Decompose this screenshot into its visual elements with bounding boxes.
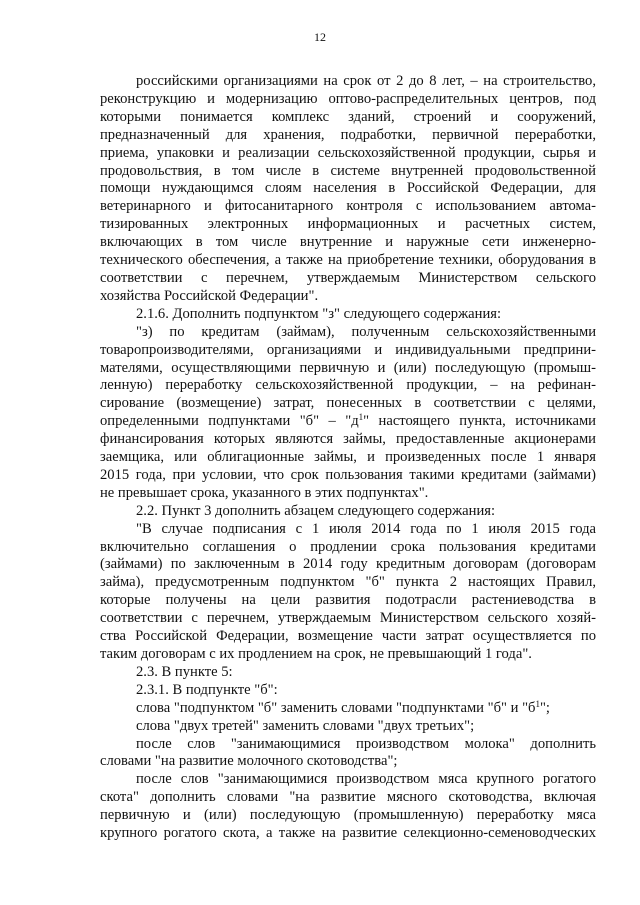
text-line	[100, 73, 596, 91]
text-line	[100, 753, 596, 771]
text-line	[100, 556, 596, 574]
text-line	[100, 789, 596, 807]
text-line	[100, 664, 596, 682]
text-line-content: "В случае подписания с 1 июля 2014 года по 1 июля 2015 года	[136, 520, 596, 537]
text-line	[100, 306, 596, 324]
text-line	[100, 682, 596, 700]
text-line-content: приема, упаковки и реализации сельскохозяйственной продукции, сырья и	[100, 144, 596, 161]
text-line	[100, 395, 596, 413]
text-line-content: слова "двух третей" заменить словами "двух третьих";	[136, 717, 475, 734]
text-line-content: включительно соглашения о продлении срока пользования кредитами	[100, 538, 596, 555]
text-line	[100, 718, 596, 736]
text-line	[100, 234, 596, 252]
text-line-content: предназначенный для хранения, подработки, первичной переработки,	[100, 126, 596, 143]
text-line-content: 2.1.6. Дополнить подпунктом "з" следующего содержания:	[136, 305, 502, 322]
text-line	[100, 825, 596, 843]
text-line	[100, 592, 596, 610]
text-line-content: заемщика, или облигационные займы, и произведенных после 1 января	[100, 449, 596, 466]
text-line-content: 2015 года, при условии, что срок пользования такими кредитами (займами)	[100, 466, 596, 483]
text-line	[100, 449, 596, 467]
text-line	[100, 127, 596, 145]
text-line	[100, 574, 596, 592]
text-line-content: хозяйства Российской Федерации".	[100, 287, 319, 304]
text-line	[100, 145, 596, 163]
text-line	[100, 628, 596, 646]
text-line	[100, 216, 596, 234]
text-line	[100, 91, 596, 109]
text-line-content: "з) по кредитам (займам), полученным сельскохозяйственными	[136, 323, 596, 340]
text-line-content: реконструкцию и модернизацию оптово-распределительных центров, под	[100, 90, 596, 107]
superscript: 1	[535, 698, 540, 709]
text-line-content: не превышает срока, указанного в этих подпунктах".	[100, 484, 429, 501]
page-number: 12	[314, 30, 326, 44]
text-line-tail: " настоящего пункта, источниками	[363, 413, 596, 430]
text-line	[100, 252, 596, 270]
text-line	[100, 807, 596, 825]
text-line-tail: ";	[539, 699, 550, 716]
text-line-content: тизированных электронных информационных и расчетных систем,	[100, 216, 596, 233]
text-line	[100, 163, 596, 181]
text-line	[100, 521, 596, 539]
text-line-content: соответствии с перечнем, утверждаемым Министерством сельского	[100, 269, 596, 286]
text-line	[100, 485, 596, 503]
text-line	[100, 771, 596, 789]
text-line-content: скота" дополнить словами "на развитие мясного скотоводства, включая	[100, 789, 596, 806]
superscript: 1	[358, 412, 364, 423]
text-line-content: 2.3. В пункте 5:	[136, 663, 233, 680]
text-line-content: 2.2. Пункт 3 дополнить абзацем следующего содержания:	[136, 502, 496, 519]
text-line-content: технического обеспечения, а также на приобретение техники, оборудования в	[100, 252, 596, 269]
text-line-content: которыми понимается комплекс зданий, строений и сооружений,	[100, 108, 596, 125]
text-line-content: таким договорам с их продлением на срок, не превышающий 1 года".	[100, 646, 532, 662]
text-line-content: мателями, осуществляющими первичную и (или) последующую (промыш-	[100, 359, 596, 376]
text-line	[100, 539, 596, 557]
text-line-content: слова "подпунктом "б" заменить словами "подпунктами "б" и "б	[136, 699, 536, 716]
text-line-content: определенными подпунктами "б" – "д	[100, 413, 359, 430]
text-line	[100, 360, 596, 378]
text-line-content: сирование (возмещение) затрат, понесенных в соответствии с целями,	[100, 395, 596, 412]
text-line	[100, 180, 596, 198]
document-body	[100, 73, 596, 843]
text-line	[100, 610, 596, 628]
text-line	[100, 467, 596, 485]
text-line	[100, 270, 596, 288]
text-line	[100, 377, 596, 395]
text-line	[100, 288, 596, 306]
text-line	[100, 646, 596, 664]
text-line-content: крупного рогатого скота, а также на развитие селекционно-семеноводческих	[100, 825, 596, 842]
text-line-content: продовольствия, в том числе в системе внутренней продовольственной	[100, 162, 596, 179]
text-line-content: ства Российской Федерации, возмещение части затрат осуществляется по	[100, 628, 596, 645]
text-line-content: (займами) по заключенным в 2014 году кредитным договорам (договорам	[100, 556, 596, 573]
text-line-content: соответствии с перечнем, утверждаемым Министерством сельского хозяй-	[100, 610, 596, 627]
text-line-content: включающих в том числе внутренние и наружные сети инженерно-	[100, 234, 596, 251]
text-line	[100, 342, 596, 360]
text-line-content: которые получены на цели развития подотрасли растениеводства в	[100, 592, 596, 609]
text-line-content: российскими организациями на срок от 2 до 8 лет, – на строительство,	[136, 73, 596, 89]
text-line-content: первичную и (или) последующую (промышленную) переработку мяса	[100, 807, 596, 824]
text-line-content: ленную) переработку сельскохозяйственной продукции, – на рефинан-	[100, 377, 596, 394]
text-line	[100, 413, 596, 431]
text-line-content: ветеринарного и фитосанитарного контроля с использованием автома-	[100, 198, 596, 215]
text-line-content: 2.3.1. В подпункте "б":	[136, 681, 278, 698]
text-line-content: помощи нуждающимся слоям населения в Российской Федерации, для	[100, 180, 596, 197]
text-line-content: словами "на развитие молочного скотоводства";	[100, 753, 398, 770]
text-line-content: после слов "занимающимися производством мяса крупного рогатого	[136, 771, 596, 788]
text-line	[100, 736, 596, 754]
text-line-content: после слов "занимающимися производством молока" дополнить	[136, 735, 596, 752]
text-line-content: финансирования которых являются займы, предоставленные акционерами	[100, 431, 596, 448]
text-line	[100, 431, 596, 449]
text-line	[100, 109, 596, 127]
text-line-content: товаропроизводителями, организациями и индивидуальными предприни-	[100, 341, 596, 358]
text-line	[100, 503, 596, 521]
text-line	[100, 700, 596, 718]
text-line-content: займа), предусмотренным подпунктом "б" пункта 2 настоящих Правил,	[100, 574, 596, 591]
text-line	[100, 198, 596, 216]
text-line	[100, 324, 596, 342]
